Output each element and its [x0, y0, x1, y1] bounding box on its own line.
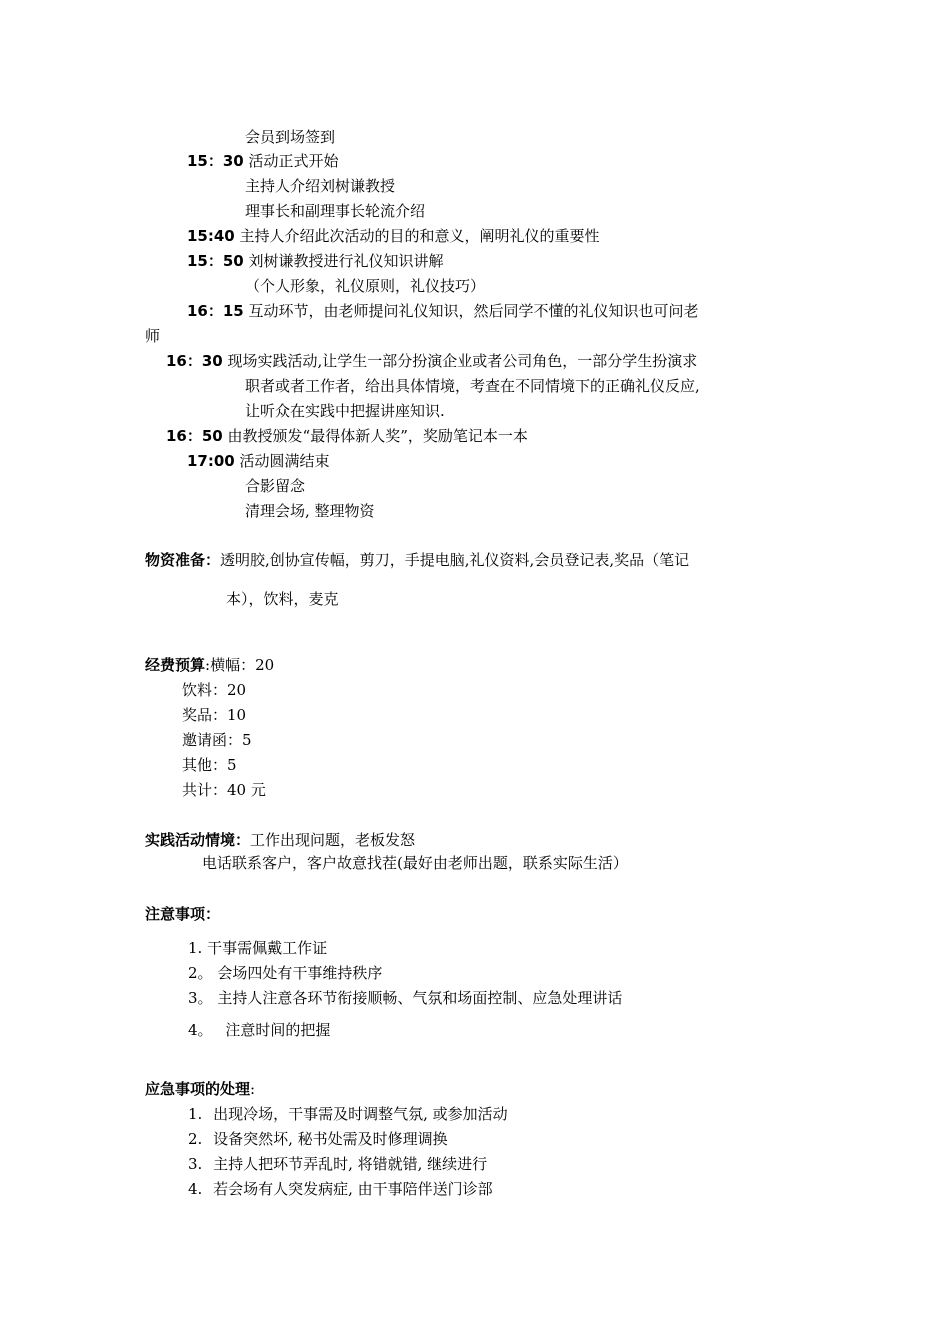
- schedule-row-1650: [166, 426, 528, 446]
- schedule-photo: 合影留念: [245, 477, 306, 495]
- emergency-item-text: 主持人把环节弄乱时, 将错就错, 继续进行: [213, 1155, 488, 1173]
- emergency-item: [188, 1104, 508, 1124]
- practice-line1: 工作出现问题，老板发怒: [250, 831, 416, 849]
- emergency-heading-colon: :: [250, 1080, 256, 1098]
- emergency-item-text: 出现冷场，干事需及时调整气氛, 或参加活动: [213, 1105, 508, 1123]
- materials-section: [145, 550, 689, 570]
- notes-item: [188, 988, 622, 1008]
- practice-section: [145, 830, 415, 850]
- schedule-time: 16：50: [166, 427, 223, 445]
- notes-item-num: 2。: [188, 964, 213, 982]
- emergency-item-text: 设备突然坏, 秘书处需及时修理调换: [213, 1130, 448, 1148]
- schedule-time: 15:40: [187, 227, 235, 245]
- schedule-text: 活动圆满结束: [239, 452, 330, 470]
- notes-item-text: 注意时间的把握: [225, 1021, 331, 1039]
- schedule-time: 16：30: [166, 352, 223, 370]
- schedule-lecture-detail: （个人形象，礼仪原则，礼仪技巧）: [245, 277, 486, 295]
- emergency-section: [145, 1079, 255, 1099]
- schedule-text: 刘树谦教授进行礼仪知识讲解: [248, 252, 444, 270]
- schedule-1615-wrap: 师: [145, 327, 161, 345]
- notes-item-text: 会场四处有干事维持秩序: [217, 964, 383, 982]
- notes-item-num: 3。: [188, 989, 213, 1007]
- schedule-1630-line2: 职者或者工作者，给出具体情境，考查在不同情境下的正确礼仪反应,: [245, 377, 700, 395]
- notes-item-num: 4。: [188, 1021, 213, 1039]
- schedule-time: 16：15: [187, 302, 244, 320]
- notes-item-num: 1.: [188, 939, 203, 957]
- schedule-time: 15：50: [187, 252, 244, 270]
- emergency-item-num: 1.: [188, 1105, 203, 1123]
- emergency-item-text: 若会场有人突发病症, 由干事陪伴送门诊部: [213, 1180, 493, 1198]
- schedule-row-1550: [187, 251, 444, 271]
- budget-item: 其他：5: [182, 756, 237, 774]
- schedule-text: 活动正式开始: [248, 152, 339, 170]
- schedule-text: 现场实践活动,让学生一部分扮演企业或者公司角色，一部分学生扮演求: [227, 352, 698, 370]
- practice-heading: 实践活动情境：: [145, 831, 251, 849]
- budget-heading: 经费预算: [145, 656, 206, 674]
- budget-first-item: :横幅：20: [205, 656, 275, 674]
- schedule-text: 互动环节，由老师提问礼仪知识，然后同学不懂的礼仪知识也可问老: [248, 302, 699, 320]
- schedule-time: 17:00: [187, 452, 235, 470]
- notes-item: [188, 938, 327, 958]
- emergency-item-num: 3.: [188, 1155, 203, 1173]
- schedule-row-1700: [187, 451, 330, 471]
- emergency-item-num: 2.: [188, 1130, 203, 1148]
- emergency-item: [188, 1154, 487, 1174]
- schedule-time: 15：30: [187, 152, 244, 170]
- schedule-cleanup: 清理会场, 整理物资: [245, 502, 375, 520]
- notes-item: [188, 1020, 330, 1040]
- schedule-checkin: 会员到场签到: [245, 128, 336, 146]
- budget-item: 邀请函：5: [182, 731, 252, 749]
- emergency-heading: 应急事项的处理: [145, 1080, 251, 1098]
- schedule-text: 由教授颁发“最得体新人奖”，奖励笔记本一本: [227, 427, 528, 445]
- materials-line2: 本），饮料，麦克: [226, 590, 339, 608]
- notes-item: [188, 963, 382, 983]
- budget-total: 共计：40 元: [182, 781, 266, 799]
- notes-item-text: 干事需佩戴工作证: [207, 939, 328, 957]
- emergency-item-num: 4.: [188, 1180, 203, 1198]
- schedule-row-1615: [187, 301, 699, 321]
- materials-heading: 物资准备：: [145, 551, 221, 569]
- schedule-chair-intro: 理事长和副理事长轮流介绍: [245, 202, 426, 220]
- schedule-row-1530: [187, 151, 339, 171]
- budget-section: [145, 655, 274, 675]
- schedule-1630-line3: 让听众在实践中把握讲座知识.: [245, 402, 445, 420]
- schedule-text: 主持人介绍此次活动的目的和意义，阐明礼仪的重要性: [239, 227, 600, 245]
- schedule-row-1630: [166, 351, 697, 371]
- materials-line1: 透明胶,创协宣传幅，剪刀，手提电脑,礼仪资料,会员登记表,奖品（笔记: [220, 551, 690, 569]
- practice-line2: 电话联系客户，客户故意找茬(最好由老师出题，联系实际生活）: [202, 854, 628, 872]
- schedule-row-1540: [187, 226, 600, 246]
- schedule-host-intro: 主持人介绍刘树谦教授: [245, 177, 396, 195]
- budget-item: 奖品：10: [182, 706, 247, 724]
- notes-item-text: 主持人注意各环节衔接顺畅、气氛和场面控制、应急处理讲话: [217, 989, 623, 1007]
- notes-heading: 注意事项：: [145, 905, 221, 923]
- emergency-item: [188, 1129, 448, 1149]
- budget-item: 饮料：20: [182, 681, 247, 699]
- emergency-item: [188, 1179, 493, 1199]
